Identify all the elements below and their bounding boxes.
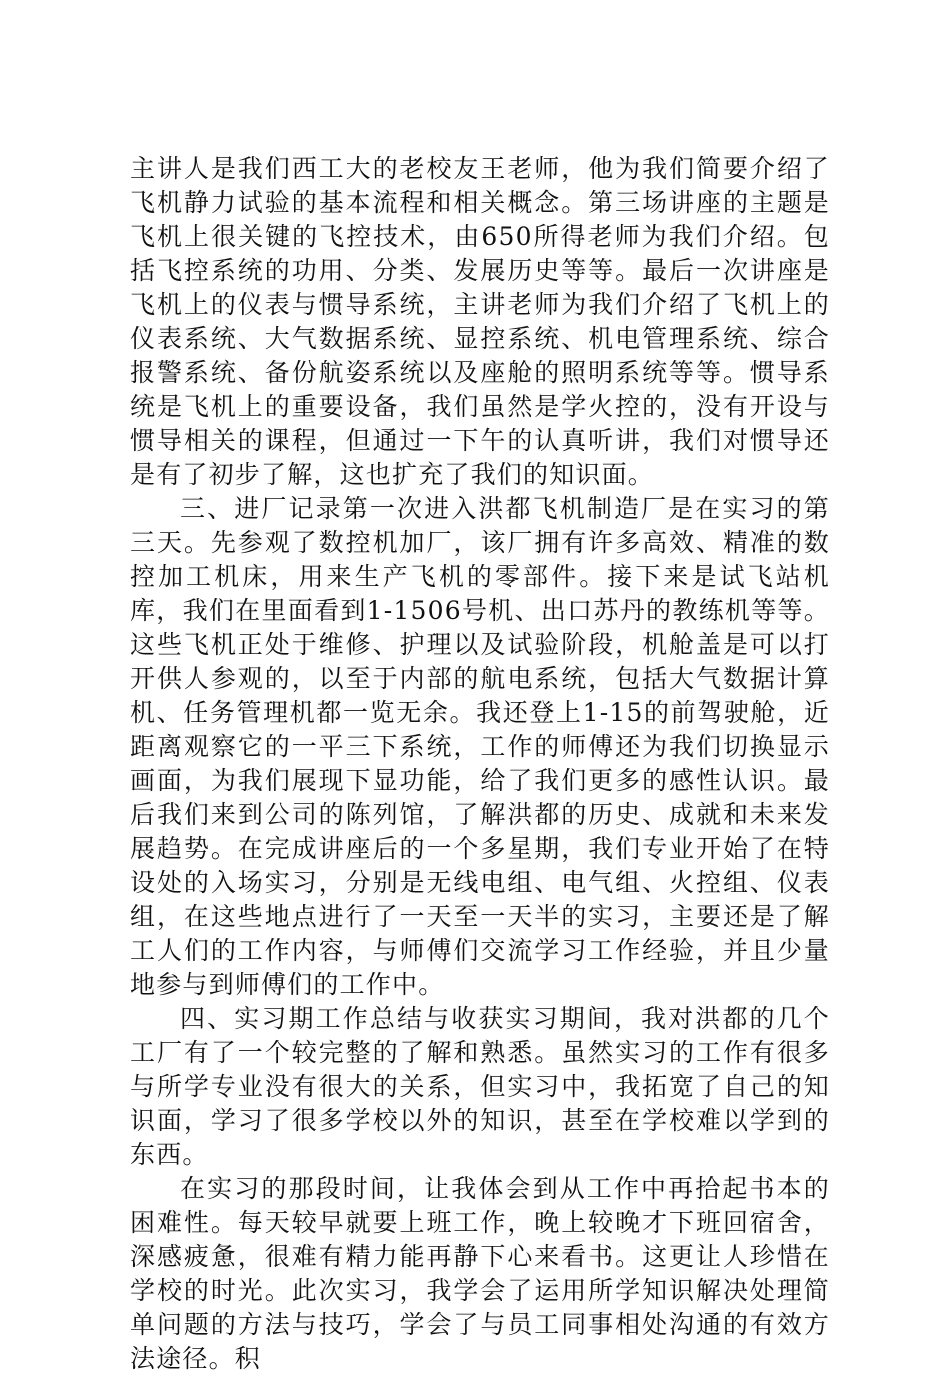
paragraph-summary: 四、实习期工作总结与收获实习期间，我对洪都的几个工厂有了一个较完整的了解和熟悉。虽然实习的工作有很多与所学专业没有很大的关系，但实习中，我拓宽了自己的知识面，学习了很多学校以外的知识，甚至在学校难以学到的东西。 bbox=[130, 1004, 830, 1169]
document-page bbox=[130, 152, 830, 1376]
paragraph-reflection: 在实习的那段时间，让我体会到从工作中再拾起书本的困难性。每天较早就要上班工作，晚上较晚才下班回宿舍，深感疲惫，很难有精力能再静下心来看书。这更让人珍惜在学校的时光。此次实习，我学会了运用所学知识解决处理简单问题的方法与技巧，学会了与员工同事相处沟通的有效方法途径。积 bbox=[130, 1174, 830, 1373]
paragraph-factory-visit: 三、进厂记录第一次进入洪都飞机制造厂是在实习的第三天。先参观了数控机加厂，该厂拥有许多高效、精准的数控加工机床，用来生产飞机的零部件。接下来是试飞站机库，我们在里面看到1-1506号机、出口苏丹的教练机等等。这些飞机正处于维修、护理以及试验阶段，机舱盖是可以打开供人参观的，以至于内部的航电系统，包括大气数据计算机、任务管理机都一览无余。我还登上1-15的前驾驶舱，近距离观察它的一平三下系统，工作的师傅还为我们切换显示画面，为我们展现下显功能，给了我们更多的感性认识。最后我们来到公司的陈列馆，了解洪都的历史、成就和未来发展趋势。在完成讲座后的一个多星期，我们专业开始了在特设处的入场实习，分别是无线电组、电气组、火控组、仪表组，在这些地点进行了一天至一天半的实习，主要还是了解工人们的工作内容，与师傅们交流学习工作经验，并且少量地参与到师傅们的工作中。 bbox=[130, 494, 830, 999]
paragraph-lectures: 主讲人是我们西工大的老校友王老师，他为我们简要介绍了飞机静力试验的基本流程和相关概念。第三场讲座的主题是飞机上很关键的飞控技术，由650所得老师为我们介绍。包括飞控系统的功用、分类、发展历史等等。最后一次讲座是飞机上的仪表与惯导系统，主讲老师为我们介绍了飞机上的仪表系统、大气数据系统、显控系统、机电管理系统、综合报警系统、备份航姿系统以及座舱的照明系统等等。惯导系统是飞机上的重要设备，我们虽然是学火控的，没有开设与惯导相关的课程，但通过一下午的认真听讲，我们对惯导还是有了初步了解，这也扩充了我们的知识面。 bbox=[130, 154, 830, 489]
